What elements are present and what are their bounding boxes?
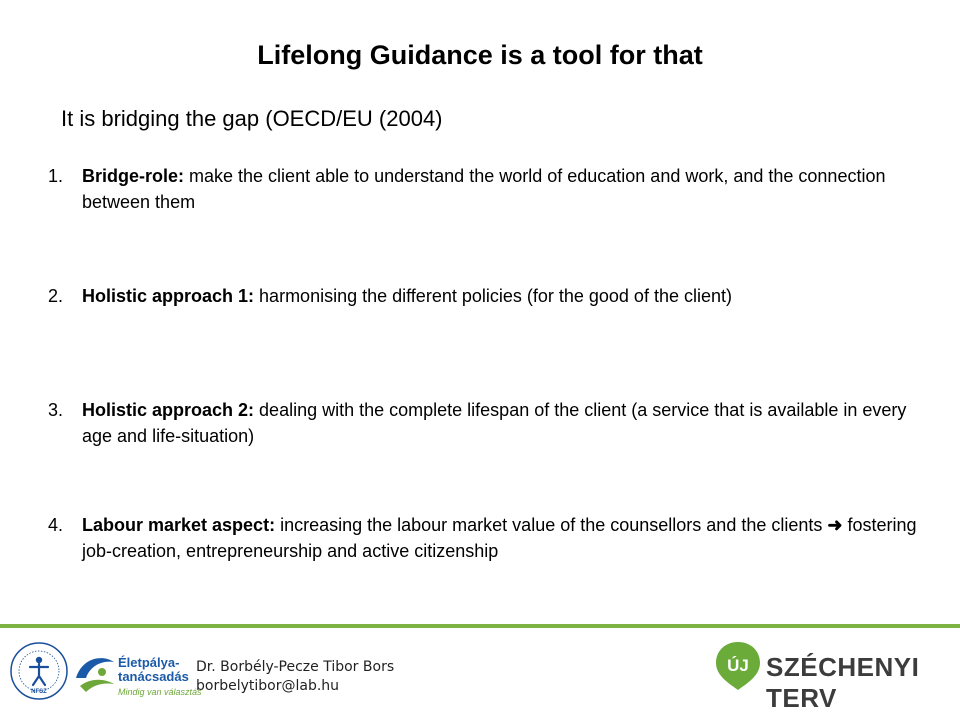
szechenyi-terv-label: SZÉCHENYI TERV <box>766 652 920 713</box>
footer-divider <box>0 624 960 628</box>
author-email: borbelytibor@lab.hu <box>196 678 340 694</box>
item-number: 1. <box>48 166 64 186</box>
slide-title: Lifelong Guidance is a tool for that <box>257 40 703 70</box>
list-item <box>48 283 918 309</box>
item-number: 2. <box>48 286 64 306</box>
slide-subtitle: It is bridging the gap (OECD/EU (2004) <box>61 106 443 131</box>
eletpalya-line2: tanácsadás <box>118 669 189 684</box>
item-text <box>82 163 918 215</box>
list-item <box>48 163 918 215</box>
item-number: 4. <box>48 515 64 535</box>
item-text <box>82 283 918 309</box>
list-item <box>48 512 918 564</box>
eletpalya-tagline: Mindig van választás <box>118 687 202 697</box>
item-heading: Holistic approach 2: <box>82 400 255 420</box>
author-name: Dr. Borbély-Pecze Tibor Bors <box>196 659 395 675</box>
item-heading: Holistic approach 1: <box>82 286 255 306</box>
item-body: dealing with the complete lifespan of the client (a service that is available in every age and life-situation) <box>82 400 907 446</box>
nfsz-label: NFSZ <box>31 689 47 695</box>
item-text <box>82 397 918 449</box>
item-body: increasing the labour market value of the counsellors and the clients <box>275 515 828 535</box>
author-block <box>196 658 394 696</box>
item-heading: Labour market aspect: <box>82 515 276 535</box>
arrow-right-icon: ➜ <box>827 515 843 535</box>
item-body: harmonising the different policies (for the good of the client) <box>254 286 732 306</box>
szechenyi-terv-logo <box>714 640 762 692</box>
nfsz-logo <box>8 640 70 702</box>
item-body: make the client able to understand the world of education and work, and the connection between them <box>82 166 886 212</box>
item-body-continued: fostering job-creation, entrepreneurship and active citizenship <box>82 515 917 561</box>
item-heading: Bridge-role: <box>82 166 185 186</box>
list-item <box>48 397 918 449</box>
item-number: 3. <box>48 400 64 420</box>
eletpalya-line1: Életpálya- <box>118 655 180 670</box>
item-text <box>82 512 918 564</box>
szechenyi-uj-label: ÚJ <box>727 656 749 675</box>
eletpalya-title <box>118 656 189 684</box>
